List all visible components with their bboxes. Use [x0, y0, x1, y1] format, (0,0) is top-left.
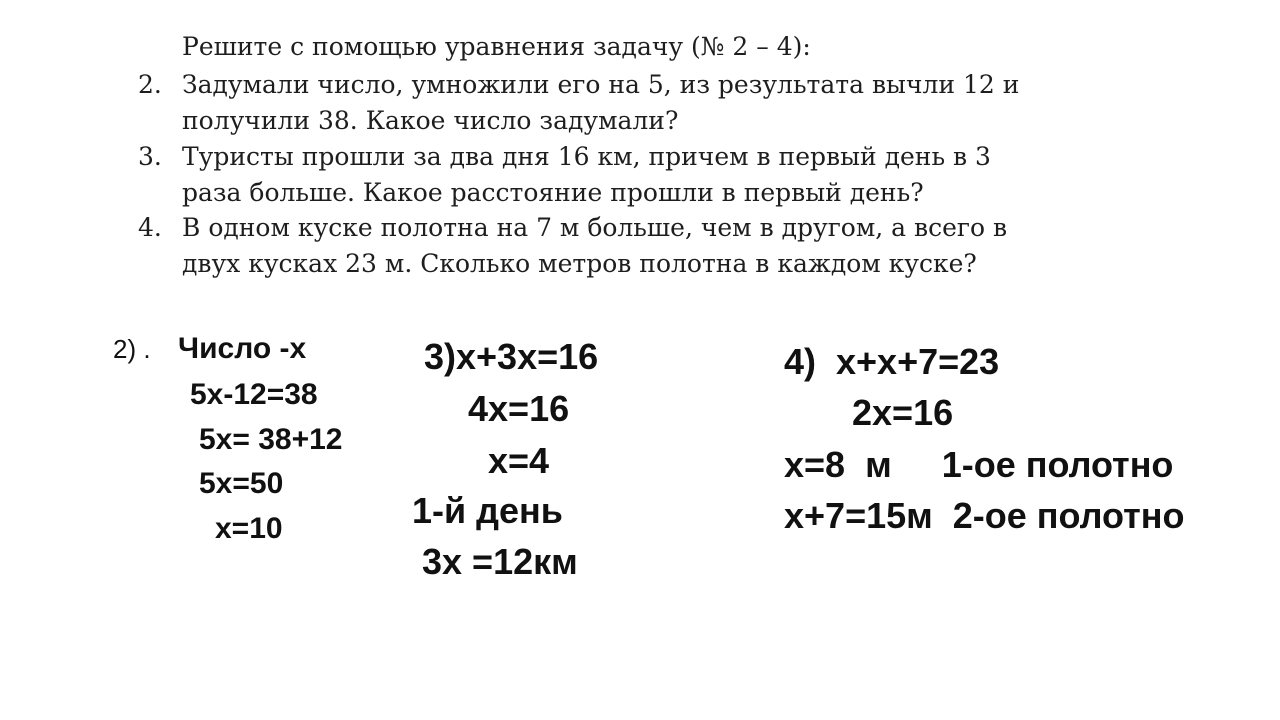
problem-number: 3.: [138, 142, 162, 171]
solution-line: х+7=15м 2-ое полотно: [784, 495, 1185, 536]
problem-number: 2.: [138, 70, 162, 99]
problem-text-line: двух кусках 23 м. Сколько метров полотна в каждом куске?: [182, 249, 977, 278]
problem-number: 4.: [138, 213, 162, 242]
problem-text-line: раза больше. Какое расстояние прошли в первый день?: [182, 178, 924, 207]
solution-line: 4х=16: [468, 388, 570, 429]
solution-line: х=8 м 1-ое полотно: [784, 444, 1174, 485]
solution-line: 5х-12=38: [190, 378, 318, 411]
problem-text-line: Туристы прошли за два дня 16 км, причем в первый день в 3: [182, 142, 991, 171]
task-heading: Решите с помощью уравнения задачу (№ 2 – 4):: [182, 32, 811, 61]
solution-line: х=10: [215, 512, 283, 545]
solution-line: Число -х: [178, 332, 307, 365]
solution-line: х=4: [488, 440, 550, 481]
solution-line: 5х=50: [199, 467, 284, 500]
solution-line: 1-й день: [412, 490, 563, 531]
solution-number: 2) .: [113, 334, 151, 364]
solution-line: 4) х+х+7=23: [784, 341, 1000, 382]
problem-text-line: В одном куске полотна на 7 м больше, чем в другом, а всего в: [182, 213, 1008, 242]
solution-line: 3х =12км: [422, 541, 578, 582]
solution-line: 2х=16: [852, 392, 954, 433]
problem-text-line: Задумали число, умножили его на 5, из результата вычли 12 и: [182, 70, 1020, 99]
problem-text-line: получили 38. Какое число задумали?: [182, 106, 679, 135]
solution-line: 3)х+3х=16: [424, 336, 599, 377]
solution-line: 5х= 38+12: [199, 423, 343, 456]
